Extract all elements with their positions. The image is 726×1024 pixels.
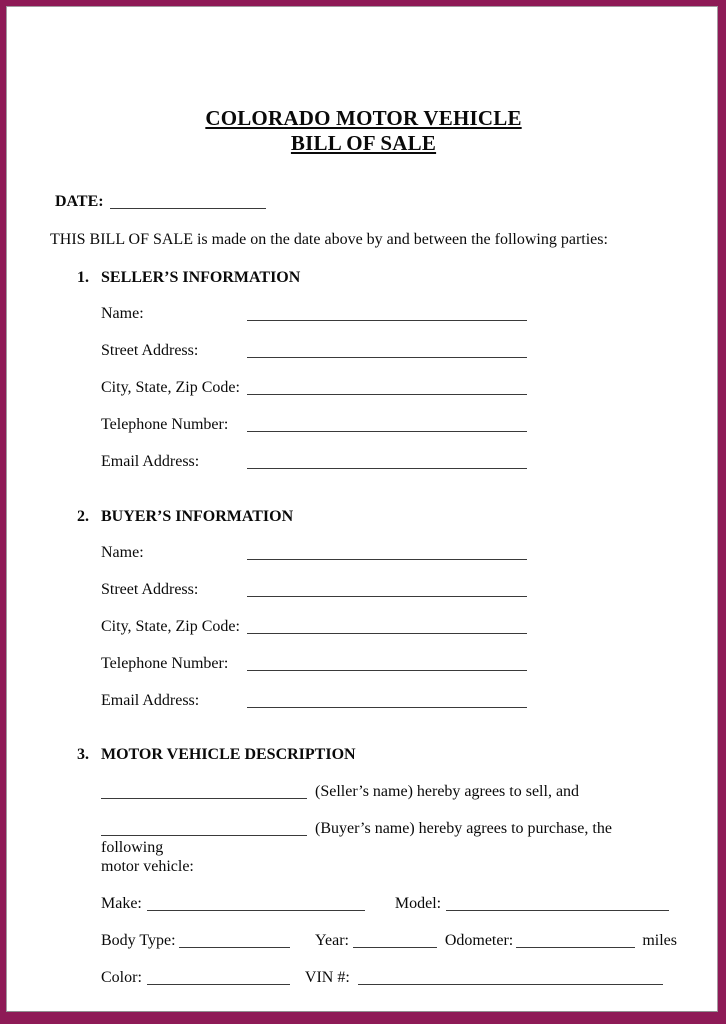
seller-name-label: Name: bbox=[101, 305, 144, 322]
section-motor-vehicle-description bbox=[50, 745, 677, 987]
buyer-phone-blank-line bbox=[247, 666, 527, 671]
title-line-1: COLORADO MOTOR VEHICLE bbox=[205, 106, 522, 130]
buyer-city-blank-line bbox=[247, 629, 527, 634]
date-row bbox=[55, 192, 677, 212]
year-blank-line bbox=[353, 943, 437, 948]
buyer-clause-row bbox=[50, 819, 677, 857]
buyer-street-blank-line bbox=[247, 592, 527, 597]
vin-blank-line bbox=[358, 980, 663, 985]
odometer-label: Odometer: bbox=[444, 932, 514, 949]
section-1-title: SELLER’S INFORMATION bbox=[101, 269, 301, 286]
field-row-buyer-city bbox=[50, 617, 677, 636]
field-row-seller-name bbox=[50, 304, 677, 323]
body-type-label: Body Type: bbox=[101, 932, 176, 949]
seller-name-blank-line bbox=[247, 316, 527, 321]
field-row-buyer-name bbox=[50, 543, 677, 562]
buyer-clause-text: (Buyer’s name) hereby agrees to purchase, the following bbox=[101, 820, 612, 856]
section-2-title: BUYER’S INFORMATION bbox=[101, 508, 294, 525]
field-row-buyer-street bbox=[50, 580, 677, 599]
section-3-heading bbox=[50, 745, 677, 764]
field-row-buyer-email bbox=[50, 691, 677, 710]
document-page bbox=[6, 6, 718, 1012]
title-line-2: BILL OF SALE bbox=[290, 131, 437, 155]
field-row-buyer-phone bbox=[50, 654, 677, 673]
seller-email-label: Email Address: bbox=[101, 453, 200, 470]
buyer-email-blank-line bbox=[247, 703, 527, 708]
section-2-heading bbox=[50, 507, 677, 526]
odometer-blank-line bbox=[516, 943, 635, 948]
section-3-title: MOTOR VEHICLE DESCRIPTION bbox=[101, 746, 356, 763]
vin-label: VIN #: bbox=[304, 969, 350, 986]
date-blank-line bbox=[110, 204, 266, 209]
miles-suffix: miles bbox=[642, 932, 677, 949]
seller-city-label: City, State, Zip Code: bbox=[101, 379, 240, 396]
body-year-odometer-row bbox=[50, 931, 677, 950]
seller-phone-label: Telephone Number: bbox=[101, 416, 229, 433]
buyer-name-label: Name: bbox=[101, 544, 144, 561]
body-type-blank-line bbox=[179, 943, 290, 948]
buyer-phone-label: Telephone Number: bbox=[101, 655, 229, 672]
field-row-seller-street bbox=[50, 341, 677, 360]
buyer-street-label: Street Address: bbox=[101, 581, 199, 598]
field-row-seller-city bbox=[50, 378, 677, 397]
color-vin-row bbox=[50, 968, 677, 987]
field-row-seller-phone bbox=[50, 415, 677, 434]
seller-name-clause-blank-line bbox=[101, 794, 307, 799]
buyer-city-label: City, State, Zip Code: bbox=[101, 618, 240, 635]
field-row-seller-email bbox=[50, 452, 677, 471]
document-title bbox=[50, 106, 677, 156]
color-blank-line bbox=[147, 980, 290, 985]
model-label: Model: bbox=[394, 895, 442, 912]
make-label: Make: bbox=[101, 895, 142, 912]
section-1-number: 1. bbox=[77, 269, 89, 286]
seller-email-blank-line bbox=[247, 464, 527, 469]
section-sellers-information bbox=[50, 268, 677, 471]
year-label: Year: bbox=[315, 932, 349, 949]
seller-city-blank-line bbox=[247, 390, 527, 395]
section-1-heading bbox=[50, 268, 677, 287]
intro-text: THIS BILL OF SALE is made on the date above by and between the following parties: bbox=[50, 231, 608, 248]
buyer-clause-continuation: motor vehicle: bbox=[101, 858, 194, 875]
section-buyers-information bbox=[50, 507, 677, 710]
seller-clause-text: (Seller’s name) hereby agrees to sell, and bbox=[315, 783, 580, 800]
seller-street-label: Street Address: bbox=[101, 342, 199, 359]
make-model-row bbox=[50, 894, 677, 913]
section-2-number: 2. bbox=[77, 508, 89, 525]
color-label: Color: bbox=[101, 969, 142, 986]
seller-phone-blank-line bbox=[247, 427, 527, 432]
seller-clause-row bbox=[50, 782, 677, 801]
buyer-email-label: Email Address: bbox=[101, 692, 200, 709]
model-blank-line bbox=[446, 906, 669, 911]
section-3-number: 3. bbox=[77, 746, 89, 763]
make-blank-line bbox=[147, 906, 365, 911]
buyer-name-clause-blank-line bbox=[101, 831, 307, 836]
seller-street-blank-line bbox=[247, 353, 527, 358]
buyer-name-blank-line bbox=[247, 555, 527, 560]
date-label: DATE: bbox=[55, 193, 104, 210]
